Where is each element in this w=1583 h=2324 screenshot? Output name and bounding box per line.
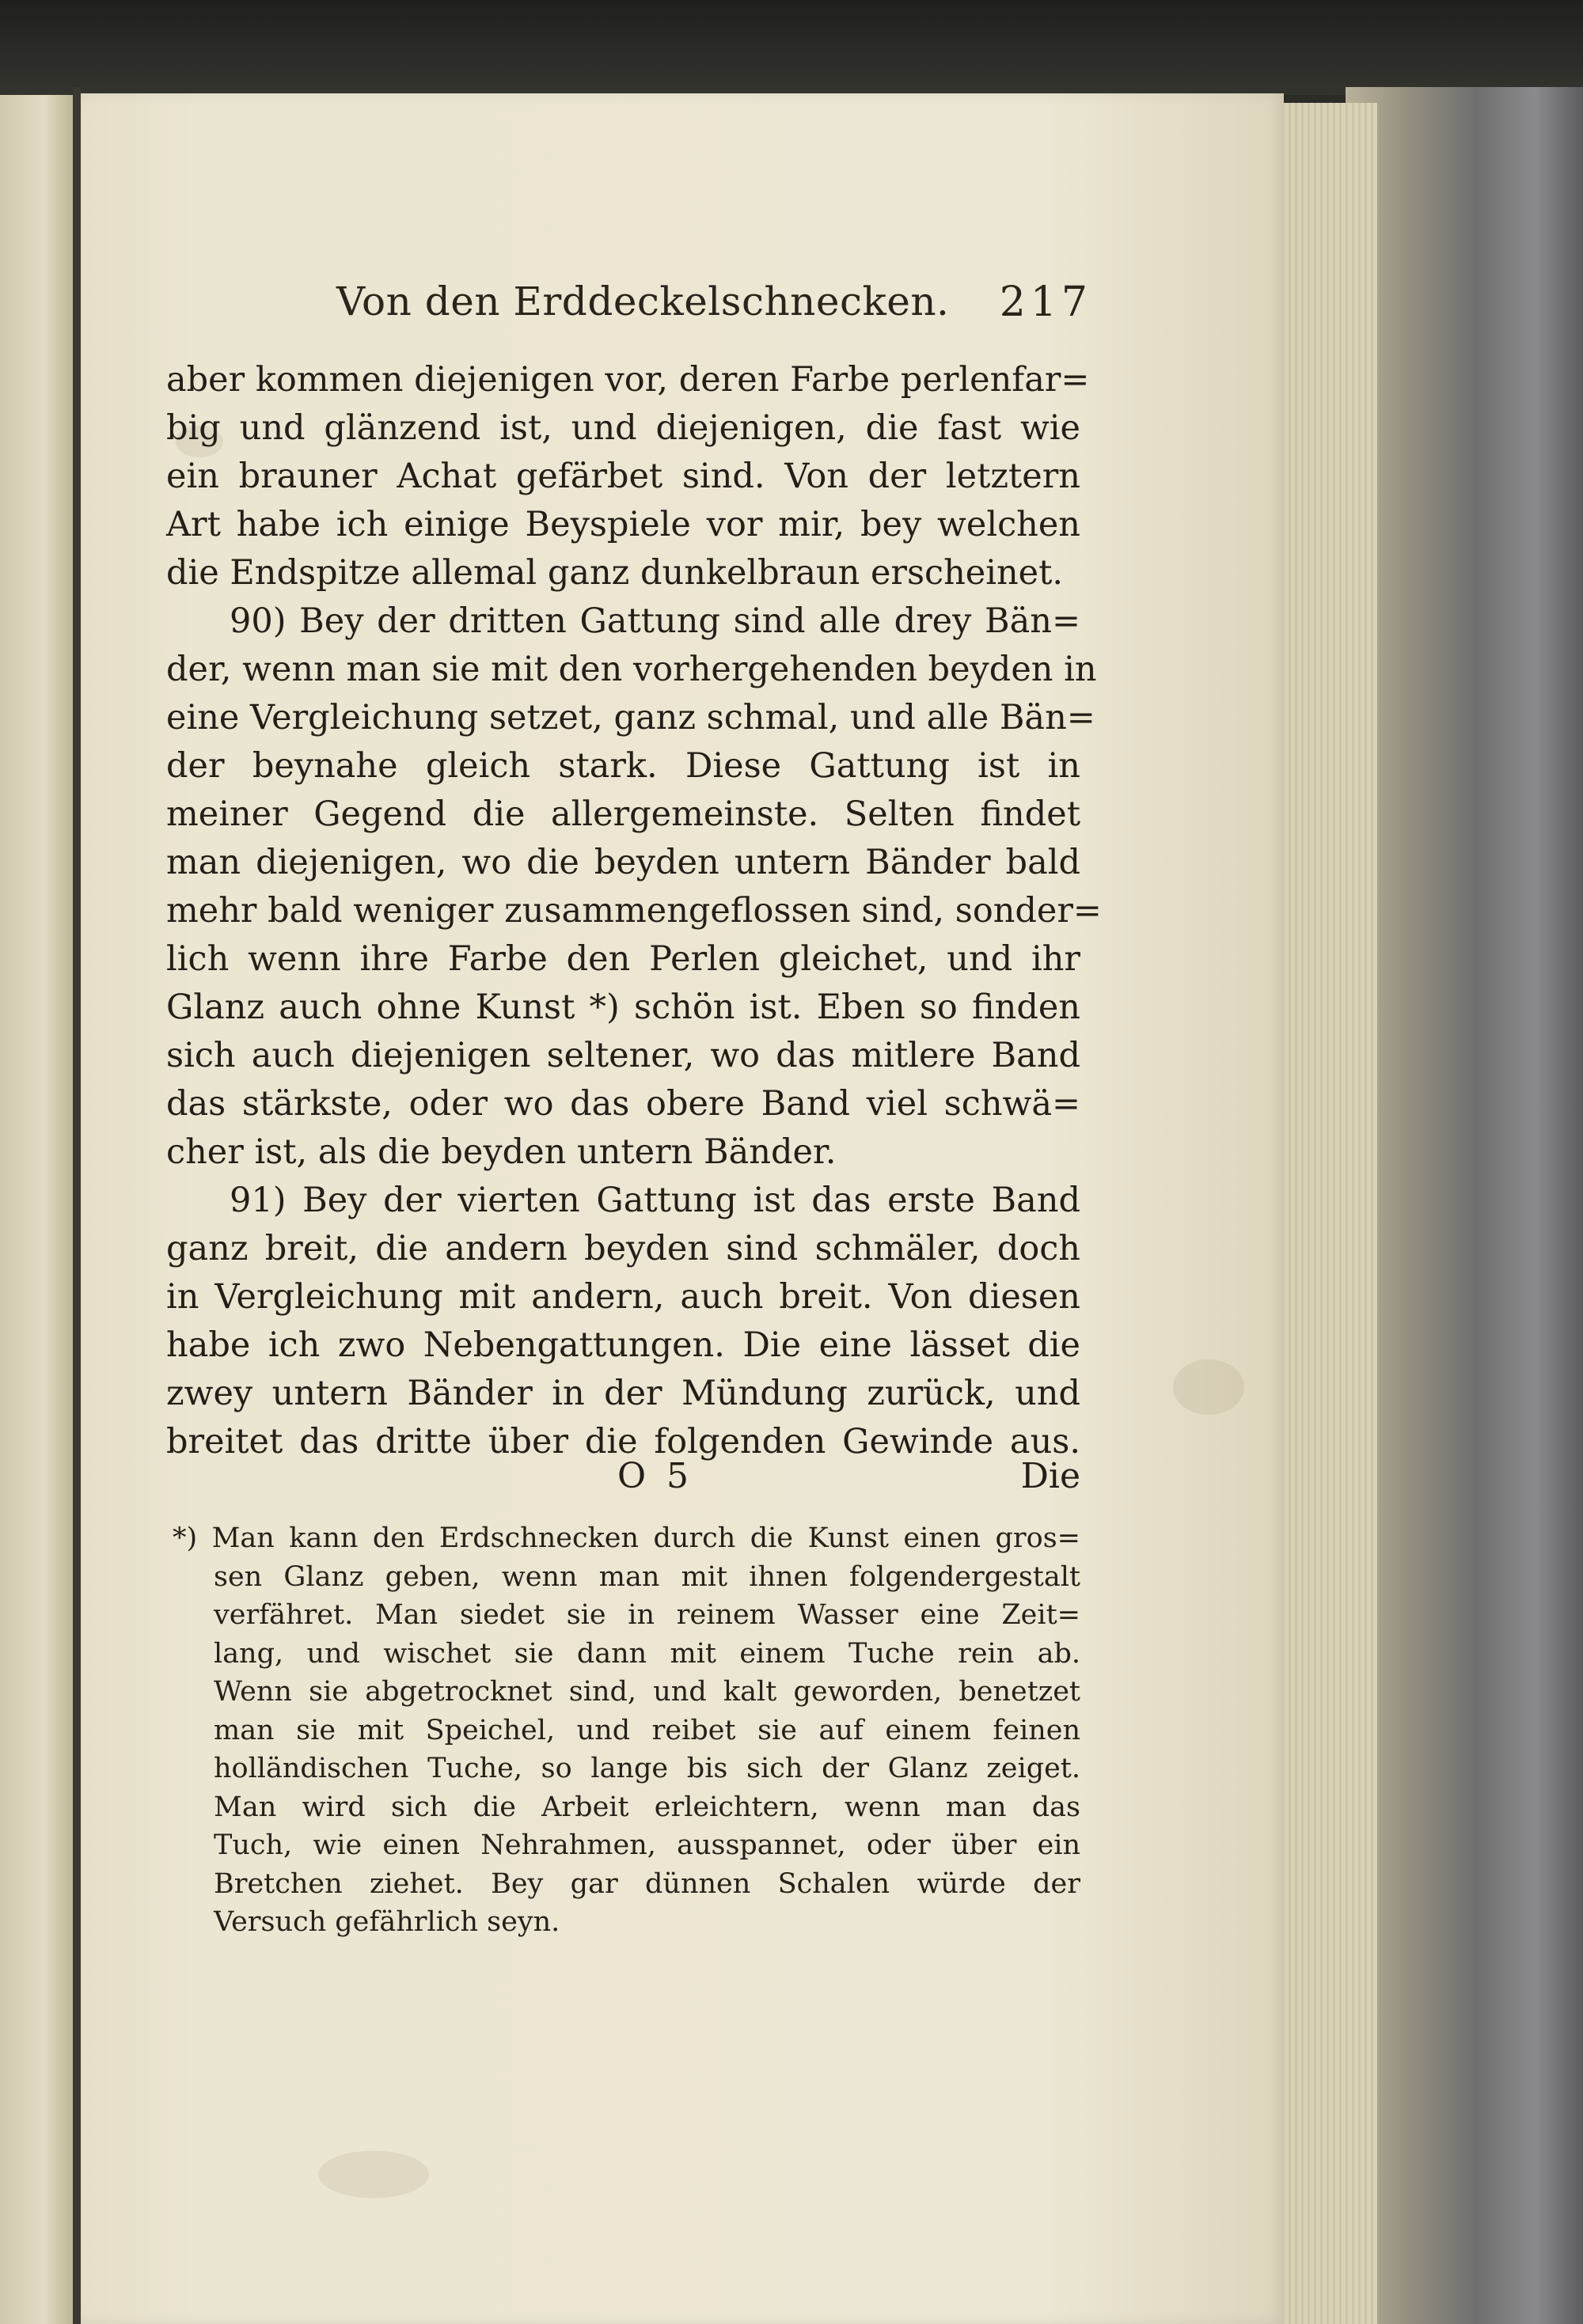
facing-page-edge: [0, 95, 73, 2324]
footnote-line: verfähret. Man siedet sie in reinem Wasser eine Zeit=: [214, 1599, 1080, 1631]
text-line: aber kommen diejenigen vor, deren Farbe perlenfar=: [166, 360, 1090, 400]
footnote-line: Wenn sie abgetrocknet sind, und kalt geworden, benetzet: [214, 1676, 1080, 1708]
page-number: 217: [999, 279, 1092, 326]
footnote-block: [173, 1519, 1080, 1942]
text-line: sich auch diejenigen seltener, wo das mitlere Band: [166, 1036, 1080, 1075]
text-line: Glanz auch ohne Kunst *) schön ist. Eben so finden: [166, 988, 1080, 1027]
paragraph-91-start: 91) Bey der vierten Gattung ist das erste Band: [230, 1181, 1080, 1220]
text-line: big und glänzend ist, und diejenigen, die fast wie: [166, 408, 1080, 448]
footnote-line: Bretchen ziehet. Bey gar dünnen Schalen würde der: [214, 1867, 1080, 1900]
catchword: Die: [1020, 1456, 1080, 1496]
text-line: meiner Gegend die allergemeinste. Selten findet: [166, 794, 1080, 834]
paper-stain: [1173, 1359, 1244, 1415]
text-line: der, wenn man sie mit den vorhergehenden beyden in: [166, 650, 1097, 689]
text-line: mehr bald weniger zusammengeflossen sind, sonder=: [166, 891, 1102, 931]
main-text-block: [166, 356, 1102, 1466]
text-line: breitet das dritte über die folgenden Gewinde aus.: [166, 1422, 1080, 1462]
text-line: ein brauner Achat gefärbet sind. Von der letztern: [166, 457, 1080, 496]
text-line: das stärkste, oder wo das obere Band viel schwä=: [166, 1084, 1080, 1124]
text-line: lich wenn ihre Farbe den Perlen gleichet, und ihr: [166, 939, 1080, 979]
text-line: habe ich zwo Nebengattungen. Die eine lässet die: [166, 1325, 1080, 1365]
book-cover-edge: [1346, 87, 1583, 2324]
running-head: [261, 279, 1092, 342]
text-line: zwey untern Bänder in der Mündung zurück, und: [166, 1374, 1080, 1413]
text-line: Art habe ich einige Beyspiele vor mir, bey welchen: [166, 505, 1080, 544]
paper-stain: [318, 2151, 429, 2198]
footnote-line: Man wird sich die Arbeit erleichtern, wenn man das: [214, 1791, 1080, 1823]
text-line: der beynahe gleich stark. Diese Gattung ist in: [166, 746, 1080, 786]
book-gutter: [73, 87, 81, 2324]
text-line: die Endspitze allemal ganz dunkelbraun erscheinet.: [166, 553, 1064, 593]
footnote-line: Tuch, wie einen Nehrahmen, ausspannet, oder über ein: [214, 1829, 1080, 1861]
text-line: in Vergleichung mit andern, auch breit. Von diesen: [166, 1277, 1080, 1317]
footnote-line: *) Man kann den Erdschnecken durch die Kunst einen gros=: [173, 1522, 1080, 1554]
footnote-line: lang, und wischet sie dann mit einem Tuche rein ab.: [214, 1637, 1080, 1670]
text-line: cher ist, als die beyden untern Bänder.: [166, 1132, 837, 1172]
text-line: man diejenigen, wo die beyden untern Bänder bald: [166, 843, 1080, 882]
running-head-title: Von den Erddeckelschnecken.: [336, 279, 950, 324]
text-line: eine Vergleichung setzet, ganz schmal, und alle Bän=: [166, 698, 1095, 737]
scanner-background: [0, 0, 1583, 95]
printer-signature: O 5: [617, 1456, 694, 1496]
footnote-line: holländischen Tuche, so lange bis sich der Glanz zeiget.: [214, 1753, 1080, 1784]
text-line: ganz breit, die andern beyden sind schmäler, doch: [166, 1229, 1080, 1268]
footnote-line: Versuch gefährlich seyn.: [214, 1906, 560, 1938]
signature-line: [166, 1456, 1080, 1505]
footnote-line: sen Glanz geben, wenn man mit ihnen folgendergestalt: [214, 1560, 1080, 1593]
footnote-line: man sie mit Speichel, und reibet sie auf einem feinen: [214, 1714, 1080, 1746]
paragraph-90-start: 90) Bey der dritten Gattung sind alle drey Bän=: [230, 601, 1080, 641]
